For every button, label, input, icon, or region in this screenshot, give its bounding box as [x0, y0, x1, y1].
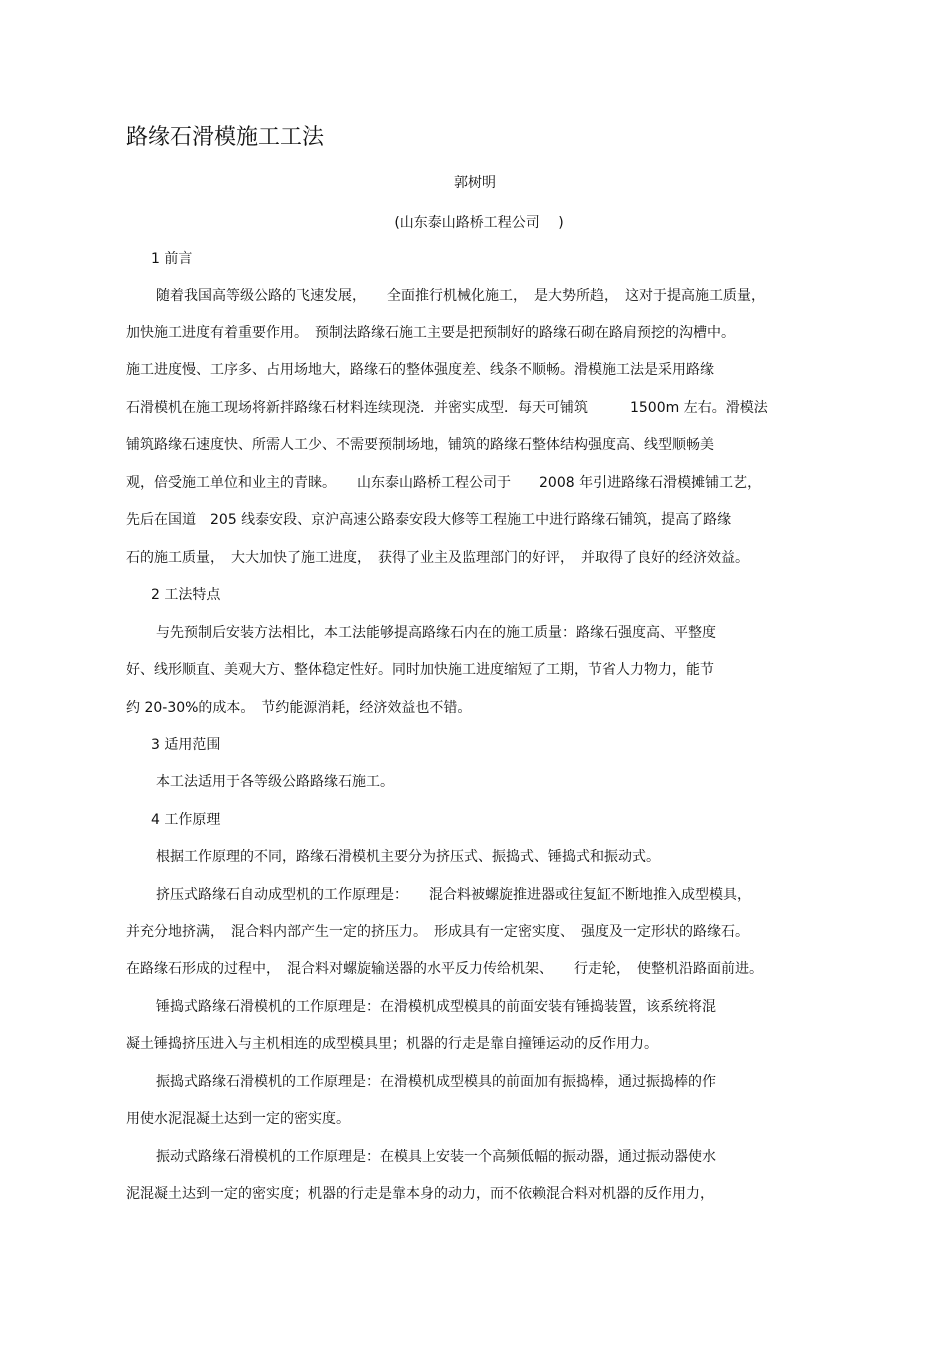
section-heading: 2 工法特点 — [151, 587, 221, 603]
paragraph-line: 石的施工质量， 大大加快了施工进度， 获得了业主及监理部门的好评， 并取得了良好的经济效益。 — [126, 550, 749, 566]
document-title: 路缘石滑模施工工法 — [126, 125, 325, 150]
section-heading: 1 前言 — [151, 251, 193, 267]
paragraph-line: 约 20-30%的成本。 节约能源消耗，经济效益也不错。 — [126, 700, 472, 716]
paragraph-line: 锤捣式路缘石滑模机的工作原理是：在滑模机成型模具的前面安装有锤捣装置，该系统将混 — [156, 999, 716, 1015]
paragraph-line: 先后在国道 205 线泰安段、京沪高速公路泰安段大修等工程施工中进行路缘石铺筑，提高了路缘 — [126, 512, 732, 528]
paragraph-line: 随着我国高等级公路的飞速发展， 全面推行机械化施工， 是大势所趋， 这对于提高施工质量， — [156, 288, 765, 304]
paragraph-line: 观，倍受施工单位和业主的青睐。 山东泰山路桥工程公司于 2008 年引进路缘石滑模摊铺工艺， — [126, 475, 762, 491]
section-heading: 3 适用范围 — [151, 737, 221, 753]
paragraph-line: 铺筑路缘石速度快、所需人工少、不需要预制场地，铺筑的路缘石整体结构强度高、线型顺畅美 — [126, 437, 714, 453]
paragraph-line: 石滑模机在施工现场将新拌路缘石材料连续现浇．并密实成型．每天可铺筑 1500m 左右。滑模法 — [126, 400, 768, 416]
paragraph-line: 加快施工进度有着重要作用。 预制法路缘石施工主要是把预制好的路缘石砌在路肩预挖的沟槽中。 — [126, 325, 735, 341]
paragraph-line: 用使水泥混凝土达到一定的密实度。 — [126, 1111, 350, 1127]
section-heading: 4 工作原理 — [151, 812, 221, 828]
paragraph-line: 凝土锤捣挤压进入与主机相连的成型模具里；机器的行走是靠自撞锤运动的反作用力。 — [126, 1036, 658, 1052]
paragraph-line: 施工进度慢、工序多、占用场地大，路缘石的整体强度差、线条不顺畅。滑模施工法是采用路缘 — [126, 362, 714, 378]
author-affiliation: (山东泰山路桥工程公司 ) — [394, 215, 564, 231]
paragraph-line: 好、线形顺直、美观大方、整体稳定性好。同时加快施工进度缩短了工期，节省人力物力，能节 — [126, 662, 714, 678]
paragraph-line: 本工法适用于各等级公路路缘石施工。 — [156, 774, 394, 790]
paragraph-line: 在路缘石形成的过程中， 混合料对螺旋输送器的水平反力传给机架、 行走轮， 使整机沿路面前进。 — [126, 961, 763, 977]
paragraph-line: 振动式路缘石滑模机的工作原理是：在模具上安装一个高频低幅的振动器，通过振动器使水 — [156, 1149, 716, 1165]
paragraph-line: 根据工作原理的不同，路缘石滑模机主要分为挤压式、振捣式、锤捣式和振动式。 — [156, 849, 660, 865]
paragraph-line: 并充分地挤满， 混合料内部产生一定的挤压力。 形成具有一定密实度、 强度及一定形状的路缘石。 — [126, 924, 749, 940]
author-name: 郭树明 — [454, 175, 496, 191]
paragraph-line: 与先预制后安装方法相比，本工法能够提高路缘石内在的施工质量：路缘石强度高、平整度 — [156, 625, 716, 641]
paragraph-line: 挤压式路缘石自动成型机的工作原理是： 混合料被螺旋推进器或往复缸不断地推入成型模具， — [156, 887, 751, 903]
paragraph-line: 泥混凝土达到一定的密实度；机器的行走是靠本身的动力，而不依赖混合料对机器的反作用力， — [126, 1186, 714, 1202]
paragraph-line: 振捣式路缘石滑模机的工作原理是：在滑模机成型模具的前面加有振捣棒，通过振捣棒的作 — [156, 1074, 716, 1090]
